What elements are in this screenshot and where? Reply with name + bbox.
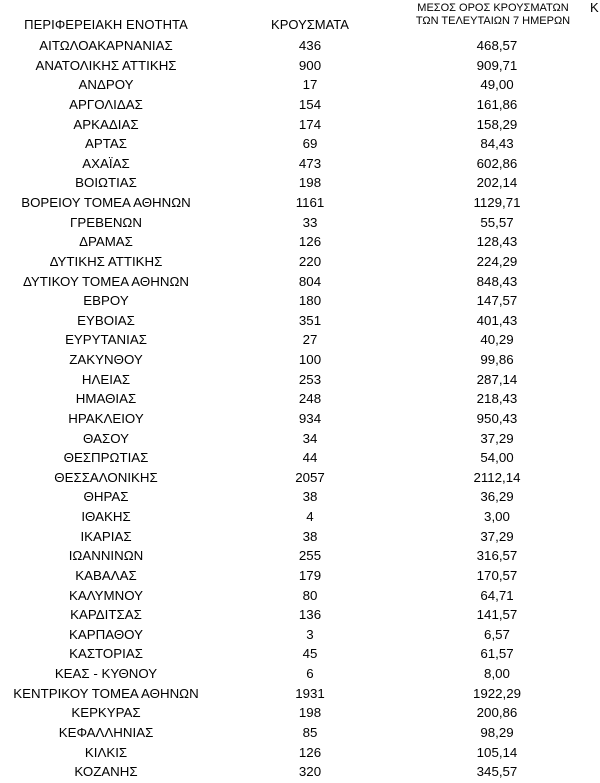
cases-cell: 804 [298,273,322,289]
cases-cell: 33 [302,214,318,230]
column-header-average-line2: ΤΩΝ ΤΕΛΕΥΤΑΙΩΝ 7 ΗΜΕΡΩΝ [415,15,571,27]
table-row [0,704,600,724]
region-cell: ΑΡΤΑΣ [85,136,127,152]
table-row [0,331,600,351]
average-cell: 287,14 [476,371,518,387]
cases-cell: 45 [302,646,318,662]
region-cell: ΚΑΛΥΜΝΟΥ [69,587,143,603]
region-cell: ΚΟΖΑΝΗΣ [74,764,138,780]
region-cell: ΚΑΡΠΑΘΟΥ [69,626,143,642]
average-cell: 2112,14 [473,469,521,485]
region-cell: ΕΥΡΥΤΑΝΙΑΣ [65,332,147,348]
average-cell: 848,43 [476,273,518,289]
average-cell: 401,43 [476,312,518,328]
cases-cell: 180 [298,293,322,309]
cases-cell: 248 [298,391,322,407]
region-cell: ΙΩΑΝΝΙΝΩΝ [68,548,144,564]
cases-cell: 255 [298,548,322,564]
region-cell: ΗΛΕΙΑΣ [81,371,131,387]
table-row [0,155,600,175]
average-cell: 55,57 [480,214,514,230]
region-cell: ΕΥΒΟΙΑΣ [77,312,135,328]
average-cell: 218,43 [476,391,518,407]
region-cell: ΗΡΑΚΛΕΙΟΥ [68,410,144,426]
average-cell: 158,29 [476,116,518,132]
table-row [0,135,600,155]
region-cell: ΑΝΔΡΟΥ [78,77,134,93]
table-row [0,665,600,685]
region-cell: ΔΡΑΜΑΣ [79,234,133,250]
table-row [0,312,600,332]
average-cell: 316,57 [476,548,518,564]
cases-cell: 2057 [295,469,325,485]
cases-cell: 1931 [295,685,325,701]
table-row [0,253,600,273]
average-cell: 200,86 [476,705,518,721]
average-cell: 105,14 [476,744,518,760]
average-cell: 345,57 [476,764,518,780]
region-cell: ΚΕΝΤΡΙΚΟΥ ΤΟΜΕΑ ΑΘΗΝΩΝ [13,685,199,701]
cases-cell: 136 [298,607,322,623]
average-cell: 170,57 [476,567,518,583]
cases-cell: 69 [302,136,318,152]
table-header [0,0,600,36]
average-cell: 37,29 [480,528,514,544]
region-cell: ΗΜΑΘΙΑΣ [75,391,137,407]
average-cell: 8,00 [484,666,510,681]
cases-cell: 174 [298,116,322,132]
cases-cell: 100 [298,352,322,367]
cases-cell: 1161 [295,195,325,210]
cases-cell: 38 [302,489,318,505]
table-row [0,37,600,57]
cases-cell: 4 [306,509,314,524]
cases-cell: 154 [298,96,322,112]
region-cell: ΚΕΡΚΥΡΑΣ [71,705,141,721]
table-row [0,469,600,489]
region-cell: ΔΥΤΙΚΗΣ ΑΤΤΙΚΗΣ [49,253,163,269]
region-cell: ΓΡΕΒΕΝΩΝ [70,214,142,230]
region-cell: ΑΙΤΩΛΟΑΚΑΡΝΑΝΙΑΣ [39,38,173,53]
average-cell: 128,43 [476,234,518,250]
average-cell: 909,71 [476,57,518,73]
table-row [0,96,600,116]
cases-cell: 38 [302,528,318,544]
table-row [0,508,600,528]
table-row [0,57,600,77]
table-row [0,488,600,508]
table-row [0,273,600,293]
table-row [0,390,600,410]
table-row [0,528,600,548]
region-cell: ΚΑΣΤΟΡΙΑΣ [69,646,143,662]
average-cell: 98,29 [480,724,514,740]
region-cell: ΚΕΑΣ - ΚΥΘΝΟΥ [54,666,158,681]
region-cell: ΚΑΒΑΛΑΣ [75,567,137,583]
cases-cell: 126 [298,744,322,760]
region-cell: ΘΕΣΣΑΛΟΝΙΚΗΣ [54,469,158,485]
average-cell: 141,57 [476,607,518,623]
region-cell: ΑΡΚΑΔΙΑΣ [73,116,139,132]
table-row [0,606,600,626]
region-cell: ΑΝΑΤΟΛΙΚΗΣ ΑΤΤΙΚΗΣ [35,57,177,73]
region-cell: ΚΑΡΔΙΤΣΑΣ [70,607,142,623]
cases-cell: 351 [298,312,322,328]
cases-cell: 198 [298,705,322,721]
average-cell: 202,14 [476,175,518,191]
table-row [0,645,600,665]
table-row [0,724,600,744]
table-row [0,194,600,214]
average-cell: 1129,71 [473,195,521,210]
region-cell: ΑΡΓΟΛΙΔΑΣ [69,96,143,112]
region-cell: ΙΚΑΡΙΑΣ [80,528,132,544]
cases-cell: 6 [306,666,314,681]
region-cell: ΑΧΑΪΑΣ [82,155,130,171]
column-header-region: ΠΕΡΙΦΕΡΕΙΑΚΗ ΕΝΟΤΗΤΑ [24,17,188,32]
region-cell: ΘΗΡΑΣ [83,489,129,505]
cases-cell: 220 [298,253,322,269]
average-cell: 468,57 [476,38,518,53]
table-row [0,76,600,96]
cases-cell: 179 [298,567,322,583]
region-cell: ΒΟΡΕΙΟΥ ΤΟΜΕΑ ΑΘΗΝΩΝ [21,195,191,210]
average-cell: 37,29 [480,430,514,446]
average-cell: 49,00 [480,77,514,93]
cases-cell: 85 [302,724,318,740]
table-row [0,116,600,136]
region-cell: ΚΙΛΚΙΣ [84,744,128,760]
table-row [0,685,600,705]
average-cell: 1922,29 [472,685,522,701]
average-cell: 6,57 [484,626,510,642]
table-body [0,37,600,783]
table-row [0,430,600,450]
average-cell: 64,71 [480,587,514,603]
table-row [0,567,600,587]
cases-cell: 27 [302,332,318,348]
average-cell: 99,86 [480,352,514,367]
table-row [0,371,600,391]
cut-off-column-header: Κ [590,0,599,15]
average-cell: 147,57 [476,293,518,309]
cases-cell: 253 [298,371,322,387]
cases-cell: 198 [298,175,322,191]
table-row [0,174,600,194]
average-cell: 36,29 [480,489,514,505]
table-row [0,292,600,312]
average-cell: 602,86 [476,155,518,171]
column-header-average [398,2,588,28]
table-row [0,587,600,607]
cases-cell: 34 [302,430,318,446]
average-cell: 40,29 [480,332,514,348]
column-header-cases: ΚΡΟΥΣΜΑΤΑ [271,17,349,32]
average-cell: 54,00 [480,450,514,466]
region-cell: ΘΑΣΟΥ [83,430,129,446]
table-row [0,214,600,234]
cases-cell: 44 [302,450,318,466]
table-row [0,351,600,371]
cases-cell: 17 [302,77,318,93]
cases-cell: 473 [298,155,322,171]
cases-cell: 436 [298,38,322,53]
region-cell: ΕΒΡΟΥ [83,293,129,309]
cases-cell: 80 [302,587,318,603]
cases-cell: 126 [298,234,322,250]
table-row [0,744,600,764]
average-cell: 3,00 [484,509,510,524]
region-cell: ΒΟΙΩΤΙΑΣ [75,175,137,191]
table-row [0,410,600,430]
region-cell: ΚΕΦΑΛΛΗΝΙΑΣ [58,724,154,740]
cases-cell: 320 [298,764,322,780]
average-cell: 61,57 [480,646,514,662]
region-cell: ΘΕΣΠΡΩΤΙΑΣ [63,450,149,466]
table-row [0,449,600,469]
region-cell: ΙΘΑΚΗΣ [81,509,131,524]
average-cell: 84,43 [480,136,514,152]
region-cell: ΖΑΚΥΝΘΟΥ [69,352,143,367]
table-row [0,626,600,646]
cases-cell: 3 [306,626,314,642]
average-cell: 161,86 [476,96,518,112]
cases-cell: 934 [298,410,322,426]
table-row [0,547,600,567]
cases-cell: 900 [298,57,322,73]
table-row [0,233,600,253]
table-row [0,763,600,783]
average-cell: 224,29 [476,253,518,269]
column-header-average-line1: ΜΕΣΟΣ ΟΡΟΣ ΚΡΟΥΣΜΑΤΩΝ [417,2,569,14]
average-cell: 950,43 [476,410,518,426]
region-cell: ΔΥΤΙΚΟΥ ΤΟΜΕΑ ΑΘΗΝΩΝ [23,273,189,289]
